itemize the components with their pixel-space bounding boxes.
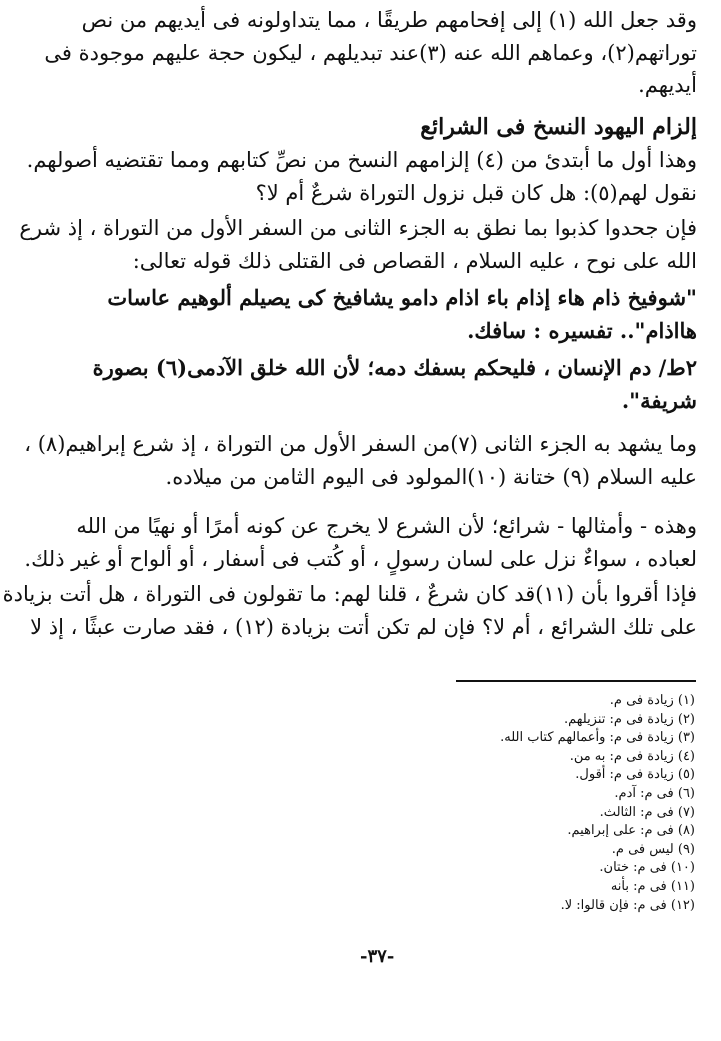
text-line: وهذا أول ما أبتدئ من (٤) إلزامهم النسخ من نصِّ كتابهم ومما تقتضيه أصولهم. — [26, 148, 697, 172]
text-line: على تلك الشرائع ، أم لا؟ فإن لم تكن أتت بزيادة (١٢) ، فقد صارت عبثًا ، إذ لا — [30, 614, 697, 639]
paragraph-hebrew-quote — [60, 282, 697, 347]
footnote: (٢) زيادة فى م: تنزيلهم. — [563, 711, 695, 727]
footnote-divider — [456, 680, 696, 682]
footnote: (٣) زيادة فى م: وأعمالهم كتاب الله. — [500, 730, 695, 746]
footnote: (١٢) فى م: فإن قالوا: لا. — [560, 897, 695, 913]
paragraph-argument — [2, 578, 697, 643]
text-line: فإذا أقروا بأن (١١)قد كان شرعٌ ، قلنا لهم: ما تقولون فى التوراة ، هل أتت بزيادة — [2, 582, 697, 606]
paragraph-circumcision — [24, 428, 697, 493]
text-line: أيديهم. — [638, 73, 697, 97]
text-line: شريفة". — [621, 387, 697, 413]
paragraph-intro — [44, 4, 697, 102]
text-line: وهذه - وأمثالها - شرائع؛ لأن الشرع لا يخرج عن كونه أمرًا أو نهيًا من الله — [76, 514, 697, 538]
text-line: هااذام".. تفسيره : سافك. — [467, 317, 697, 343]
footnote: (٩) ليس فى م. — [611, 841, 695, 857]
footnote: (٨) فى م: على إبراهيم. — [567, 823, 695, 839]
footnote: (٤) زيادة فى م: به من. — [569, 748, 695, 764]
text-line: عليه السلام (٩) ختانة (١٠)المولود فى اليوم الثامن من ميلاده. — [165, 464, 697, 489]
footnote: (٦) فى م: آدم. — [614, 785, 695, 801]
page-number: -٣٧- — [360, 946, 395, 967]
text-line: نقول لهم(٥): هل كان قبل نزول التوراة شرعٌ أم لا؟ — [255, 180, 697, 205]
text-line: الله على نوح ، عليه السلام ، القصاص فى القتلى ذلك قوله تعالى: — [132, 248, 697, 273]
text-line: وما يشهد به الجزء الثانى (٧)من السفر الأول من التوراة ، إذ شرع إبراهيم(٨) ، — [24, 432, 697, 456]
footnote-list — [295, 692, 695, 915]
text-line: "شوفيخ ذام هاء إذام باء اذام دامو يشافيخ كى يصيلم ألوهيم عاسات — [107, 285, 697, 310]
footnote: (٥) زيادة فى م: أقول. — [575, 767, 695, 783]
section-heading: إلزام اليهود النسخ فى الشرائع — [420, 114, 697, 140]
footnote: (٧) فى م: الثالث. — [599, 804, 695, 820]
paragraph-translation — [60, 352, 697, 417]
footnote: (١١) فى م: بأنه — [610, 878, 695, 894]
paragraph-obligation — [26, 144, 697, 209]
footnote: (١) زيادة فى م. — [609, 693, 695, 708]
paragraph-laws — [24, 510, 697, 575]
text-line: ٢ط/ دم الإنسان ، فليحكم بسفك دمه؛ لأن الله خلق الآدمى(٦) بصورة — [92, 355, 697, 380]
text-line: فإن جحدوا كذبوا بما نطق به الجزء الثانى من السفر الأول من التوراة ، إذ شرع — [19, 216, 697, 240]
paragraph-denial — [19, 212, 697, 277]
text-line: توراتهم(٢)، وعماهم الله عنه (٣)عند تبديلهم ، ليكون حجة عليهم موجودة فى — [44, 40, 697, 65]
text-line: لعباده ، سواءٌ نزل على لسان رسولٍ ، أو كُتب فى أسفار ، أو ألواح أو غير ذلك. — [24, 546, 697, 571]
text-line: وقد جعل الله (١) إلى إفحامهم طريقًا ، مما يتداولونه فى أيديهم من نص — [81, 8, 697, 32]
footnote: (١٠) فى م: ختان. — [599, 860, 695, 876]
